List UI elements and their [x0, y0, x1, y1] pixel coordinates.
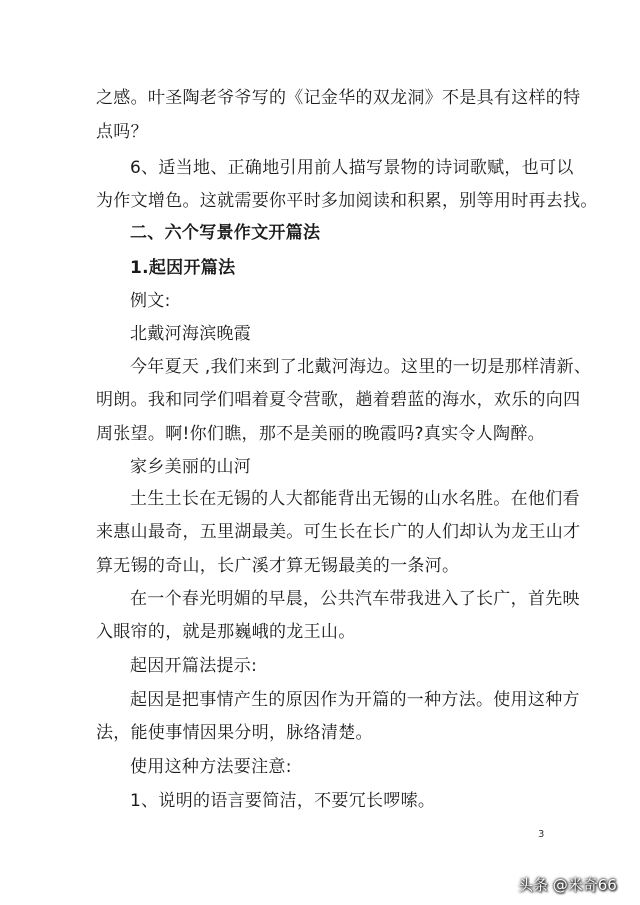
text-line-3: 6、适当地、正确地引用前人描写景物的诗词歌赋，也可以	[130, 158, 574, 178]
text-line-14: 法，能使事情因果分明，脉络清楚。	[96, 723, 373, 743]
subsection-heading: 1.起因开篇法	[130, 258, 236, 278]
text-line-2: 点吗？	[96, 122, 148, 142]
notes-heading: 使用这种方法要注意:	[130, 757, 292, 777]
text-line-5: 今年夏天 ,我们来到了北戴河海边。这里的一切是那样清新、	[130, 357, 592, 377]
example-title-2: 家乡美丽的山河	[130, 457, 252, 477]
example-label: 例文:	[130, 291, 171, 311]
text-line-1: 之感。叶圣陶老爷爷写的《记金华的双龙洞》不是具有这样的特	[96, 88, 581, 108]
watermark: 头条 @米奇66	[518, 876, 617, 894]
tips-heading: 起因开篇法提示:	[130, 656, 258, 676]
text-line-11: 在一个春光明媚的早晨，公共汽车带我进入了长广，首先映	[130, 589, 580, 609]
text-line-8: 土生土长在无锡的人大都能背出无锡的山水名胜。在他们看	[130, 489, 580, 509]
text-line-10: 算无锡的奇山，长广溪才算无锡最美的一条河。	[96, 556, 460, 576]
text-line-12: 入眼帘的，就是那巍峨的龙王山。	[96, 622, 356, 642]
page-number: 3	[538, 829, 545, 840]
text-line-15: 1、说明的语言要简洁，不要冗长啰嗦。	[130, 791, 436, 811]
example-title-1: 北戴河海滨晚霞	[130, 324, 252, 344]
text-line-7: 周张望。啊!你们瞧，那不是美丽的晚霞吗?真实令人陶醉。	[96, 424, 545, 444]
text-line-6: 明朗。我和同学们唱着夏令营歌，趟着碧蓝的海水，欢乐的向四	[96, 390, 581, 410]
text-line-4: 为作文增色。这就需要你平时多加阅读和积累，别等用时再去找。	[96, 191, 598, 211]
section-heading: 二、六个写景作文开篇法	[130, 223, 321, 243]
text-line-13: 起因是把事情产生的原因作为开篇的一种方法。使用这种方	[130, 690, 580, 710]
text-line-9: 来惠山最奇，五里湖最美。可生长在长广的人们却认为龙王山才	[96, 522, 581, 542]
